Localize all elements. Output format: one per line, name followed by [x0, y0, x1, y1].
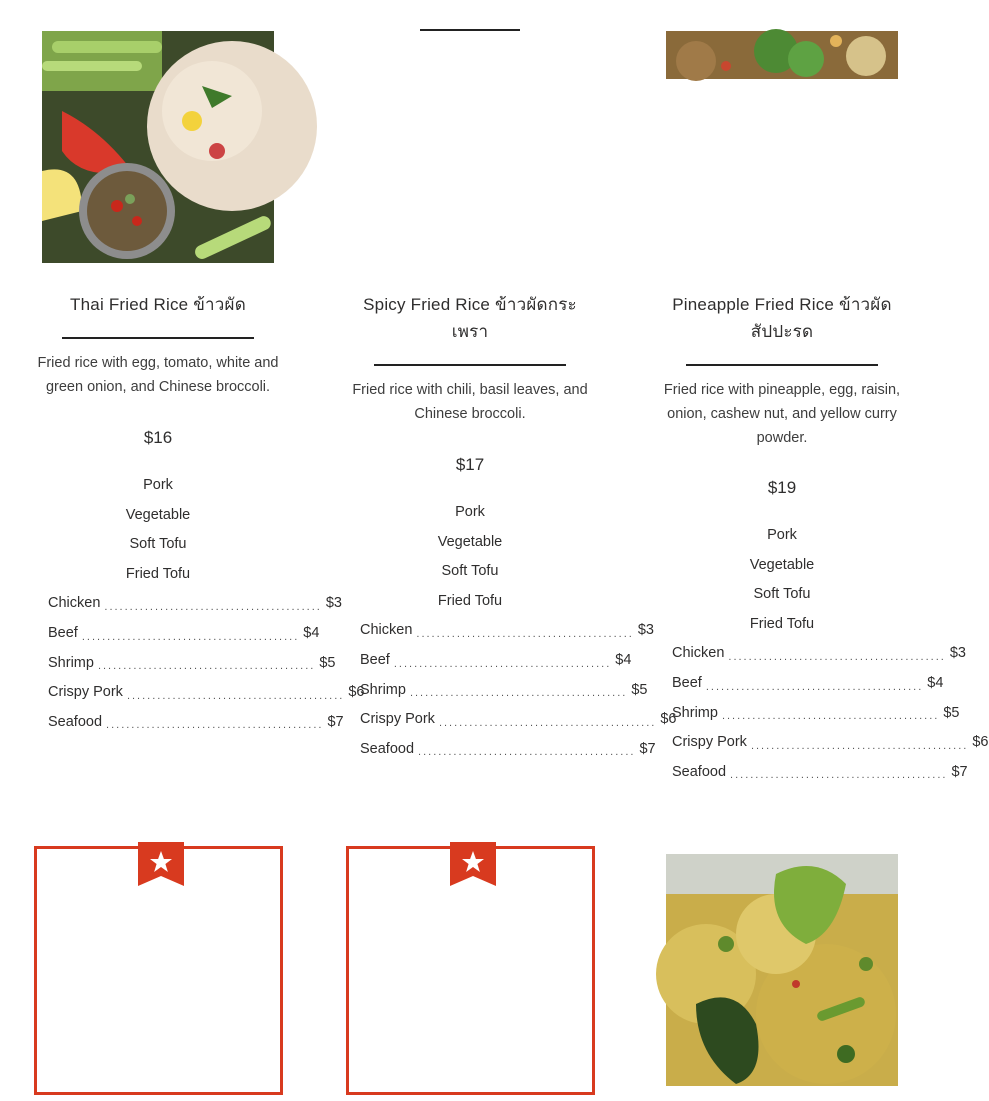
item-title: Thai Fried Rice ข้าวผัด: [70, 295, 246, 314]
menu-item-pineapple-fried-rice: [650, 291, 989, 787]
dot-leader: ...........................................: [418, 746, 636, 759]
addon-price: $7: [951, 763, 968, 780]
dot-leader: ...........................................: [416, 627, 634, 640]
pineapple-fried-rice-photo: [666, 31, 898, 79]
addon-row: [48, 619, 320, 649]
item-title: Pineapple Fried Rice ข้าวผัดสัปปะรด: [672, 295, 892, 341]
addon-row: [360, 705, 677, 735]
title-divider: [686, 364, 878, 366]
addon-row: [48, 589, 342, 619]
protein-option: Fried Tofu: [125, 565, 191, 582]
addon-row: [360, 676, 648, 706]
addon-price: $7: [327, 713, 344, 730]
dot-leader: ...........................................: [97, 660, 316, 673]
addon-price: $5: [319, 654, 336, 671]
menu-item-thai-fried-rice: [26, 291, 365, 737]
protein-option: Soft Tofu: [129, 536, 187, 553]
addon-price: $3: [637, 622, 654, 639]
dot-leader: ...........................................: [438, 716, 657, 729]
addon-list: [672, 639, 989, 787]
addon-row: [48, 678, 365, 708]
addon-name: Seafood: [672, 763, 727, 780]
title-divider: [374, 364, 566, 366]
star-ribbon-icon: [138, 842, 184, 886]
protein-option: Pork: [143, 477, 173, 493]
divider-line: [420, 29, 520, 31]
addon-row: [360, 616, 654, 646]
protein-option: Vegetable: [125, 506, 191, 523]
protein-option: Pork: [455, 504, 485, 520]
addon-name: Seafood: [360, 740, 415, 757]
item-price: $19: [767, 478, 797, 497]
dot-leader: ...........................................: [393, 657, 612, 670]
addon-name: Beef: [48, 624, 78, 641]
item-title: Spicy Fried Rice ข้าวผัดกระเพรา: [363, 295, 577, 341]
addon-list: [360, 616, 677, 764]
star-ribbon-icon: [450, 842, 496, 886]
addon-name: Beef: [672, 674, 702, 691]
item-description: Fried rice with egg, tomato, white and green onion, and Chinese broccoli.: [37, 355, 279, 395]
addon-price: $4: [303, 624, 320, 641]
addon-price: $7: [639, 740, 656, 757]
addon-row: [672, 699, 960, 729]
item-description: Fried rice with chili, basil leaves, and Chinese broccoli.: [352, 382, 588, 422]
addon-name: Chicken: [48, 595, 101, 612]
addon-row: [48, 708, 344, 738]
thai-fried-rice-photo: [42, 31, 274, 263]
addon-price: $6: [972, 734, 989, 751]
dot-leader: ...........................................: [126, 689, 345, 702]
addon-row: [360, 646, 632, 676]
dot-leader: ...........................................: [728, 650, 946, 663]
addon-price: $3: [325, 595, 342, 612]
addon-price: $4: [615, 651, 632, 668]
addon-price: $6: [660, 711, 677, 728]
protein-option: Soft Tofu: [753, 586, 811, 603]
addon-price: $4: [927, 674, 944, 691]
addon-name: Chicken: [360, 622, 413, 639]
dot-leader: ...........................................: [104, 600, 322, 613]
dot-leader: ...........................................: [750, 739, 969, 752]
protein-option: Soft Tofu: [441, 563, 499, 580]
addon-name: Crispy Pork: [360, 711, 435, 728]
dot-leader: ...........................................: [730, 769, 948, 782]
dot-leader: ...........................................: [705, 680, 924, 693]
protein-option: Vegetable: [749, 556, 815, 573]
dot-leader: ...........................................: [721, 710, 940, 723]
addon-price: $6: [348, 684, 365, 701]
curry-fried-rice-photo: [666, 854, 898, 1086]
addon-price: $5: [943, 704, 960, 721]
addon-price: $3: [949, 645, 966, 662]
addon-name: Chicken: [672, 645, 725, 662]
item-price: $16: [143, 428, 173, 447]
menu-item-spicy-fried-rice: [338, 291, 677, 764]
addon-price: $5: [631, 681, 648, 698]
protein-option: Pork: [767, 527, 797, 543]
dot-leader: ...........................................: [409, 687, 628, 700]
addon-row: [672, 758, 968, 788]
addon-name: Shrimp: [48, 654, 94, 671]
title-divider: [62, 337, 254, 339]
addon-name: Shrimp: [672, 704, 718, 721]
addon-row: [48, 649, 336, 679]
item-description: Fried rice with pineapple, egg, raisin, onion, cashew nut, and yellow curry powder.: [663, 382, 901, 446]
addon-name: Crispy Pork: [672, 734, 747, 751]
addon-row: [672, 639, 966, 669]
addon-row: [360, 735, 656, 765]
addon-name: Beef: [360, 651, 390, 668]
protein-option: Vegetable: [437, 533, 503, 550]
addon-name: Seafood: [48, 713, 103, 730]
dot-leader: ...........................................: [106, 719, 324, 732]
addon-row: [672, 669, 944, 699]
dot-leader: ...........................................: [81, 630, 300, 643]
addon-list: [48, 589, 365, 737]
addon-row: [672, 728, 989, 758]
addon-name: Shrimp: [360, 681, 406, 698]
item-price: $17: [455, 455, 485, 474]
protein-option: Fried Tofu: [749, 615, 815, 632]
addon-name: Crispy Pork: [48, 684, 123, 701]
protein-option: Fried Tofu: [437, 592, 503, 609]
